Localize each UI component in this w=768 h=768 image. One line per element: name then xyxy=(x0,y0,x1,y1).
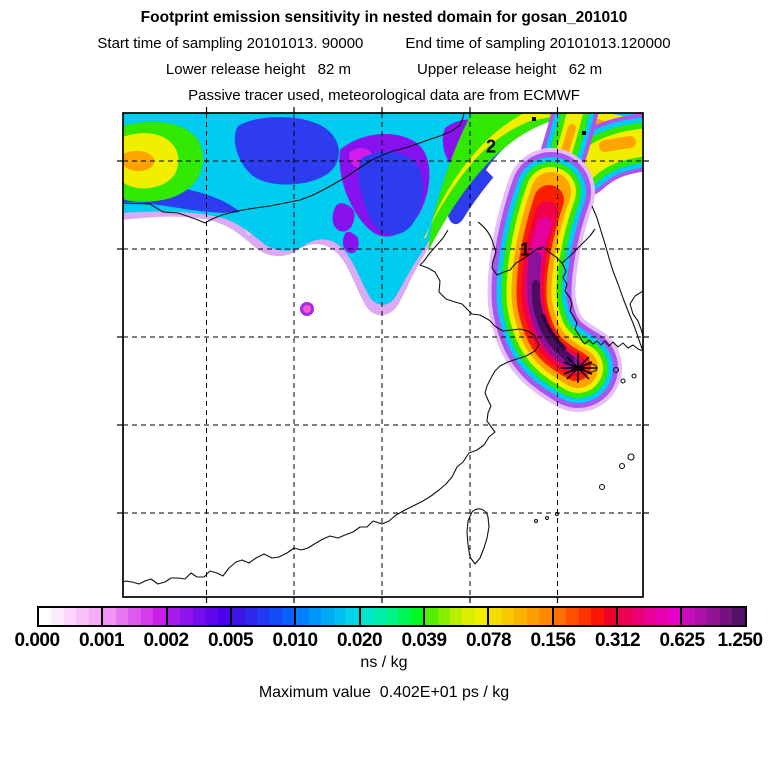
colorbar-tick-label: 0.002 xyxy=(143,630,189,651)
colorbar-cell xyxy=(643,608,655,625)
colorbar-tick-label: 0.000 xyxy=(14,630,60,651)
colorbar-cell xyxy=(386,608,398,625)
colorbar-cell xyxy=(695,608,707,625)
colorbar-cell xyxy=(475,608,487,625)
tracer-info-text: Passive tracer used, meteorological data are from ECMWF xyxy=(188,87,580,104)
colorbar-cell xyxy=(579,608,591,625)
colorbar-cell xyxy=(680,608,694,625)
colorbar-cell xyxy=(166,608,180,625)
colorbar-cell xyxy=(153,608,165,625)
colorbar-tick-label: 0.312 xyxy=(594,630,641,651)
colorbar-cell xyxy=(616,608,630,625)
colorbar-cell xyxy=(101,608,115,625)
colorbar-cell xyxy=(732,608,744,625)
colorbar-tick-label: 1.250 xyxy=(717,630,763,651)
colorbar-cell xyxy=(566,608,578,625)
colorbar-cell xyxy=(591,608,603,625)
colorbar-cell xyxy=(359,608,373,625)
colorbar-cell xyxy=(502,608,514,625)
max-value-text: Maximum value 0.402E+01 ps / kg xyxy=(258,684,510,701)
colorbar-tick-label: 0.625 xyxy=(659,630,705,651)
plume-pink-dot xyxy=(303,305,311,313)
colorbar-cell xyxy=(462,608,474,625)
colorbar-cell xyxy=(438,608,450,625)
colorbar-cell xyxy=(76,608,88,625)
colorbar-cell xyxy=(205,608,217,625)
colorbar-cell xyxy=(539,608,551,625)
upper-release-text: Upper release height 62 m xyxy=(417,61,603,78)
footprint-map xyxy=(115,105,651,605)
colorbar-cell xyxy=(604,608,616,625)
colorbar-cell xyxy=(269,608,281,625)
colorbar-cell xyxy=(180,608,192,625)
colorbar-cell xyxy=(89,608,101,625)
start-time-text: Start time of sampling 20101013. 90000 xyxy=(97,35,364,52)
colorbar-cell xyxy=(294,608,308,625)
colorbar-cell xyxy=(514,608,526,625)
colorbar-cell xyxy=(309,608,321,625)
colorbar-cell xyxy=(411,608,423,625)
colorbar-tick-label: 0.156 xyxy=(530,630,576,651)
colorbar-cell xyxy=(116,608,128,625)
colorbar-cell xyxy=(245,608,257,625)
colorbar-cell xyxy=(141,608,153,625)
colorbar-tick-label: 0.010 xyxy=(272,630,318,651)
colorbar-cell xyxy=(707,608,719,625)
colorbar-cell xyxy=(334,608,346,625)
colorbar-tick-label: 0.005 xyxy=(207,630,254,651)
colorbar-cell xyxy=(193,608,205,625)
colorbar xyxy=(37,606,747,627)
colorbar-tick-label: 0.039 xyxy=(401,630,447,651)
colorbar-cell xyxy=(321,608,333,625)
colorbar-cell xyxy=(631,608,643,625)
colorbar-cell xyxy=(128,608,140,625)
colorbar-cell xyxy=(39,608,51,625)
colorbar-tick-labels xyxy=(0,630,768,654)
colorbar-cell xyxy=(487,608,501,625)
colorbar-cell xyxy=(218,608,230,625)
colorbar-cell xyxy=(373,608,385,625)
release-height-row xyxy=(0,61,768,78)
page-title: Footprint emission sensitivity in nested domain for gosan_201010 xyxy=(140,9,628,26)
colorbar-cell xyxy=(51,608,63,625)
lower-release-text: Lower release height 82 m xyxy=(165,61,351,78)
colorbar-cell xyxy=(552,608,566,625)
end-time-text: End time of sampling 20101013.120000 xyxy=(405,35,671,52)
map-feature-dot xyxy=(532,117,536,121)
colorbar-cell xyxy=(230,608,244,625)
colorbar-cell xyxy=(423,608,437,625)
colorbar-cell xyxy=(720,608,732,625)
colorbar-cell xyxy=(450,608,462,625)
colorbar-cell xyxy=(527,608,539,625)
colorbar-cell xyxy=(257,608,269,625)
colorbar-cell xyxy=(398,608,410,625)
colorbar-cell xyxy=(64,608,76,625)
colorbar-tick-label: 0.001 xyxy=(78,630,125,651)
colorbar-cell xyxy=(282,608,294,625)
map-feature-dot xyxy=(582,131,586,135)
colorbar-cell xyxy=(656,608,668,625)
colorbar-cell xyxy=(668,608,680,625)
colorbar-tick-label: 0.078 xyxy=(465,630,512,651)
trajectory-point-label: 1 xyxy=(519,239,531,260)
colorbar-units-label: ns / kg xyxy=(360,654,408,671)
trajectory-point-label: 2 xyxy=(485,136,497,157)
colorbar-cell xyxy=(346,608,358,625)
colorbar-tick-label: 0.020 xyxy=(336,630,383,651)
sampling-time-row xyxy=(0,35,768,52)
